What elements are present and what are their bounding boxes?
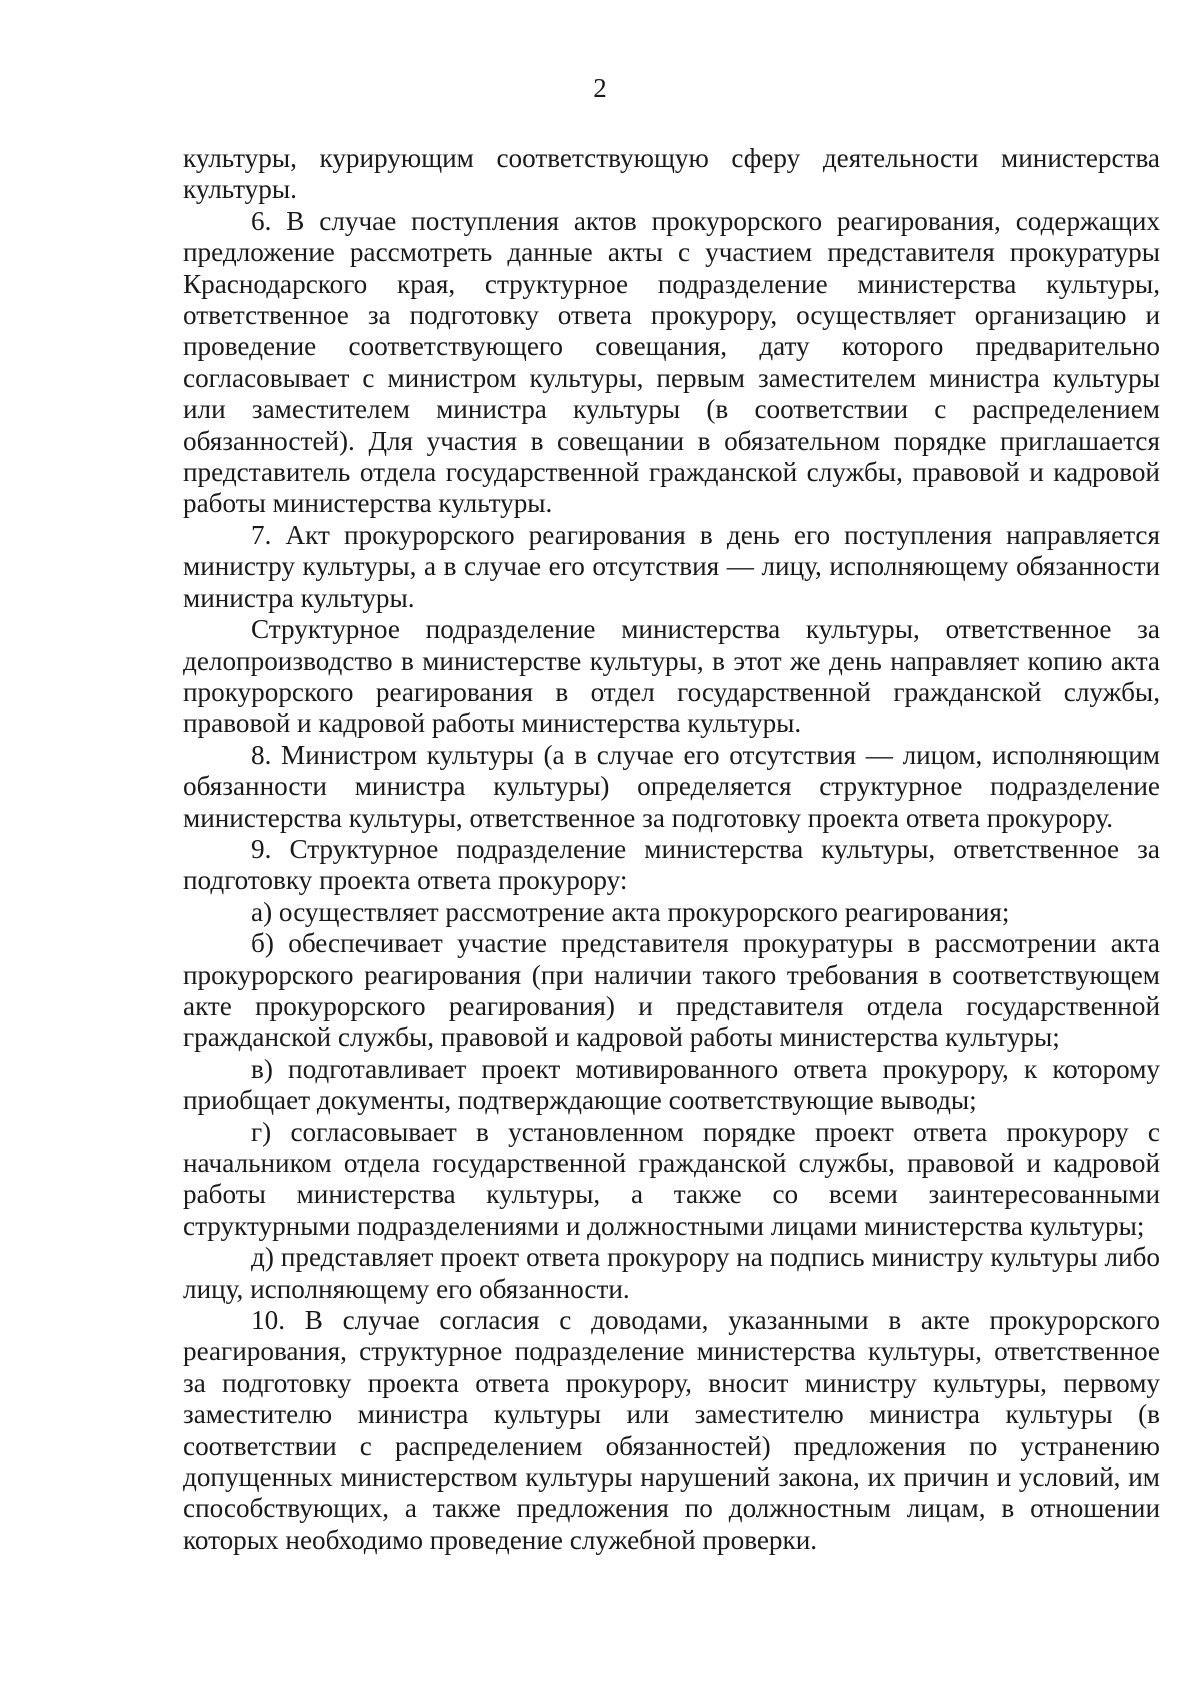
page-number: 2 (593, 73, 607, 103)
paragraph-item-9a: а) осуществляет рассмотрение акта прокурорского реагирования; (251, 896, 1010, 927)
paragraph-item-7-continued: Структурное подразделение министерства культуры, ответственное за делопроизводство в министерстве культуры, в этот же день направляет копию акта прокурорского реагирования в отдел государственной гражданской службы, правовой и кадровой работы министерства культуры. (183, 614, 1160, 739)
paragraph-item-10: 10. В случае согласия с доводами, указанными в акте прокурорского реагирования, структурное подразделение министерства культуры, ответственное за подготовку проекта ответа прокурору, вносит министру культуры, первому заместителю министра культуры или заместителю министра культуры (в соответствии с распределением обязанностей) предложения по устранению допущенных министерством культуры нарушений закона, их причин и условий, им способствующих, а также предложения по должностным лицам, в отношении которых необходимо проведение служебной проверки. (183, 1305, 1160, 1555)
paragraph-continuation: культуры, курирующим соответствующую сферу деятельности министерства культуры. (183, 143, 1160, 205)
paragraph-item-9d: д) представляет проект ответа прокурору на подпись министру культуры либо лицу, исполняющему его обязанности. (183, 1242, 1160, 1304)
paragraph-item-9v: в) подготавливает проект мотивированного ответа прокурору, к которому приобщает документы, подтверждающие соответствующие выводы; (183, 1053, 1160, 1116)
paragraph-item-8: 8. Министром культуры (а в случае его отсутствия — лицом, исполняющим обязанности министра культуры) определяется структурное подразделение министерства культуры, ответственное за подготовку проекта ответа прокурору. (183, 739, 1160, 833)
paragraph-item-9: 9. Структурное подразделение министерства культуры, ответственное за подготовку проекта ответа прокурору: (183, 833, 1160, 896)
document-body (183, 143, 1160, 1556)
paragraph-item-6: 6. В случае поступления актов прокурорского реагирования, содержащих предложение рассмотреть данные акты с участием представителя прокуратуры Краснодарского края, структурное подразделение министерства культуры, ответственное за подготовку ответа прокурору, осуществляет организацию и проведение соответствующего совещания, дату которого предварительно согласовывает с министром культуры, первым заместителем министра культуры или заместителем министра культуры (в соответствии с распределением обязанностей). Для участия в совещании в обязательном порядке приглашается представитель отдела государственной гражданской службы, правовой и кадровой работы министерства культуры. (183, 205, 1160, 519)
paragraph-item-9g: г) согласовывает в установленном порядке проект ответа прокурору с начальником отдела государственной гражданской службы, правовой и кадровой работы министерства культуры, а также со всеми заинтересованными структурными подразделениями и должностными лицами министерства культуры; (183, 1116, 1160, 1241)
paragraph-item-9b: б) обеспечивает участие представителя прокуратуры в рассмотрении акта прокурорского реагирования (при наличии такого требования в соответствующем акте прокурорского реагирования) и представителя отдела государственной гражданской службы, правовой и кадровой работы министерства культуры; (183, 928, 1160, 1053)
paragraph-item-7: 7. Акт прокурорского реагирования в день его поступления направляется министру культуры, а в случае его отсутствия — лицу, исполняющему обязанности министра культуры. (183, 519, 1160, 613)
